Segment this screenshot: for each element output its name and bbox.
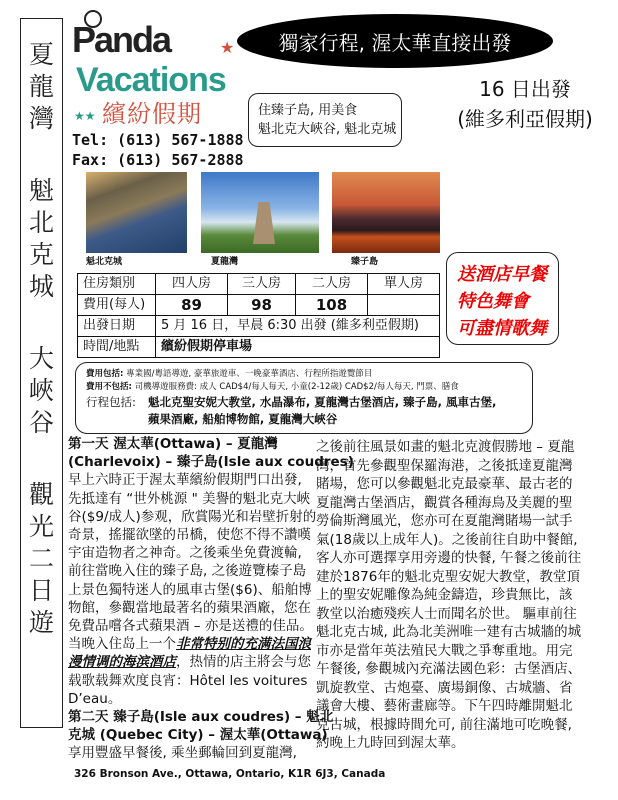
fee-excludes (86, 381, 532, 394)
itinerary-right-column (316, 438, 616, 753)
photo-caption: 夏龍灣 (211, 257, 239, 267)
cell: 二人房 (296, 274, 368, 295)
text-line: 凱旋教堂、古炮臺、廣場銅像、古城牆、省 (316, 679, 573, 696)
side-title-char: 夏 (28, 40, 54, 69)
text-line: 建於1876年的魁北克聖安妮大教堂，教堂頂 (316, 568, 580, 585)
itinerary-includes (86, 394, 532, 428)
side-title-char: 谷 (28, 408, 54, 437)
side-title-group (29, 343, 54, 439)
text-line: 之後前往風景如畫的魁北克渡假勝地 – 夏龍 (316, 439, 575, 455)
side-title-char: 城 (28, 272, 54, 301)
perk: 特色舞會 (457, 291, 529, 312)
text-line: 議會大樓、藝術畫廊等。下午四時離開魁北 (316, 698, 573, 714)
departure-days: 16 日出發 (479, 77, 571, 101)
contact-info (72, 130, 244, 170)
value: 司機導遊服務費: 成人 CAD$4/每人每天, 小童(2-12歲) CAD$2/每人每天, 門票、膳食 (134, 382, 459, 392)
price-table (77, 273, 440, 358)
side-title-char: 大 (28, 344, 54, 373)
perk: 送酒店早餐 (457, 264, 547, 285)
text-line: 氣(18歲以上成年人)。之後前往自助中餐館, (316, 531, 578, 548)
itinerary-left-column (68, 435, 354, 763)
highlight: 魁北克大峽谷, 魁北克城 (258, 122, 397, 137)
cell: 住房類別 (78, 274, 156, 295)
cell: 四人房 (156, 274, 228, 295)
side-title-char: 日 (28, 576, 54, 605)
logo-panda: Panda (72, 19, 171, 60)
cell: 98 (228, 295, 296, 316)
text-line: 勞倫斯灣風光，您亦可在夏龍灣賭場一試手 (316, 513, 573, 529)
side-title-char: 二 (28, 544, 54, 573)
table-row (78, 274, 440, 295)
vertical-title-box (20, 18, 63, 728)
photo-sunset-island (332, 172, 440, 253)
table-row (78, 295, 440, 316)
label: 費用不包括: (86, 382, 132, 392)
text: 当晚入住岛上一个 (68, 636, 176, 653)
photo-caption: 臻子島 (351, 257, 379, 267)
text-line: 谷($9/成人)参观，欣賞陽光和岩壁折射的 (68, 508, 317, 525)
text-line: 先抵達有 “世外桃源 " 美譽的魁北克大峽 (68, 490, 311, 507)
text-line: 午餐後, 參觀城內充滿法國色彩：古堡酒店、 (316, 661, 582, 677)
side-title-char: 峽 (28, 376, 54, 405)
table-row (78, 316, 440, 337)
cell: 5 月 16 日，早晨 6:30 出發 (維多利亞假期) (156, 316, 440, 337)
day1-heading: 第一天 渥太華(Ottawa) – 夏龍灣 (68, 436, 278, 452)
hotel-line (68, 653, 318, 671)
departure-info (440, 74, 610, 134)
cell: 繽紛假期停車場 (156, 337, 440, 358)
side-title-char: 觀 (28, 480, 54, 509)
text: ，热情的店主將会与您 (176, 654, 311, 671)
logo-vacations: Vacations (76, 61, 226, 99)
side-title-char: 克 (28, 240, 54, 269)
text-line: 市亦是當年英法殖民大戰之爭奪重地。用完 (316, 642, 573, 659)
panda-vacations-logo (72, 10, 242, 128)
text-line: D’eau。 (68, 690, 122, 707)
text-line: 克古城，根據時間允可, 前往滿地可吃晚餐, (316, 716, 572, 733)
cell: 89 (156, 295, 228, 316)
day1-heading: (Charlevoix) – 臻子島(Isle aux coudres) (68, 454, 354, 471)
side-title-char: 光 (28, 512, 54, 541)
text-line: 上的聖安妮雕像為純金鑄造，珍貴無比，該 (316, 587, 573, 603)
hotel-emphasis: 漫情调的海滨酒店 (68, 654, 176, 671)
logo-chinese: 繽紛假期 (102, 100, 202, 128)
side-title-char: 北 (28, 208, 54, 237)
text-line: 早上六時正于渥太華繽紛假期門口出發, (68, 472, 302, 489)
side-title-group (29, 479, 54, 639)
text-line: 賭場，您可以參觀魁北克最豪華、最古老的 (316, 476, 573, 492)
text-line: 教堂以治癒殘疾人士而聞名於世。 驅車前往 (316, 605, 577, 622)
cell (368, 295, 440, 316)
text-line: 魁北克古城, 此為北美洲唯一建有古城牆的城 (316, 624, 582, 640)
side-title-char: 灣 (28, 104, 54, 133)
side-title-group (29, 39, 54, 135)
banner: 獨家行程, 渥太華直接出發 (237, 14, 553, 68)
value: 專業國/粵語導遊, 豪華旅遊車、一晚豪華酒店、行程所指遊覽節目 (126, 369, 373, 379)
hotel-line (68, 635, 318, 653)
text-line: 上景色獨特迷人的風車古堡($6)、船舶博 (68, 581, 312, 598)
text-line: 载歌载舞欢度良宵：Hôtel les voitures (68, 672, 308, 689)
text-line: 約晚上九時回到渥太華。 (316, 735, 465, 751)
label: 費用包括: (86, 369, 124, 379)
photo-caption: 魁北克城 (86, 257, 123, 267)
cell: 108 (296, 295, 368, 316)
inclusions-box (75, 362, 533, 434)
day2-heading: 克城 (Quebec City) – 渥太華(Ottawa) (68, 727, 328, 744)
cell: 三人房 (228, 274, 296, 295)
side-title-group (29, 175, 54, 303)
fee-includes (86, 368, 532, 381)
value: 蘋果酒廠, 船舶博物館, 夏龍灣大峽谷 (148, 412, 338, 426)
phone: Tel: (613) 567-1888 (72, 131, 244, 149)
table-row (78, 337, 440, 358)
text-line: 夏龍灣古堡酒店，觀賞各種海鳥及美麗的聖 (316, 494, 573, 511)
text-line: 物館，參觀當地最著名的蘋果酒廠，您在 (68, 599, 311, 616)
text-line: 客人亦可選擇享用旁邊的快餐, 午餐之後前往 (316, 550, 582, 566)
text-line: 享用豐盛早餐後, 乘坐郵輪回到夏龍灣, (68, 745, 297, 762)
text-line: 免費品嚐各式蘋果酒 – 亦是送禮的佳品。 (68, 618, 313, 635)
photo-quebec-city (86, 172, 187, 253)
perks-box (446, 252, 559, 345)
cell: 費用(每人) (78, 295, 156, 316)
photo-windmill (201, 172, 319, 253)
label: 行程包括: (86, 395, 136, 409)
side-title-char: 魁 (28, 176, 54, 205)
departure-holiday: (維多利亞假期) (457, 107, 593, 131)
text-line: 宇宙造物者之神奇。之後乘坐免費渡輪, (68, 545, 302, 562)
star-icon: ★★ (74, 109, 96, 123)
side-title-char: 遊 (28, 608, 54, 637)
value: 魁北克聖安妮大教堂, 水晶瀑布, 夏龍灣古堡酒店, 臻子島, 風車古堡, (148, 395, 497, 409)
day2-heading: 第二天 臻子島(Isle aux coudres) – 魁北 (68, 709, 334, 726)
star-icon: ★ (220, 38, 235, 57)
side-title-char: 龍 (28, 72, 54, 101)
cell: 出發日期 (78, 316, 156, 337)
text-line: 灣，首先參觀聖保羅海港，之後抵達夏龍灣 (316, 457, 573, 474)
fax: Fax: (613) 567-2888 (72, 151, 244, 169)
highlight: 住臻子島, 用美食 (258, 103, 358, 118)
cell: 時間/地點 (78, 337, 156, 358)
text-line: 前往當晚入住的臻子島, 之後遊覽榛子島 (68, 563, 307, 580)
perk: 可盡情歌舞 (457, 318, 547, 339)
highlights-box (248, 93, 402, 147)
hotel-emphasis: 非常特别的充满法国浪 (176, 636, 311, 653)
address: 326 Bronson Ave., Ottawa, Ontario, K1R 6J3, Canada (74, 768, 386, 780)
cell: 單人房 (368, 274, 440, 295)
text-line: 奇景，搖擺欲墜的吊橋，使您不得不讚嘆 (68, 527, 311, 544)
